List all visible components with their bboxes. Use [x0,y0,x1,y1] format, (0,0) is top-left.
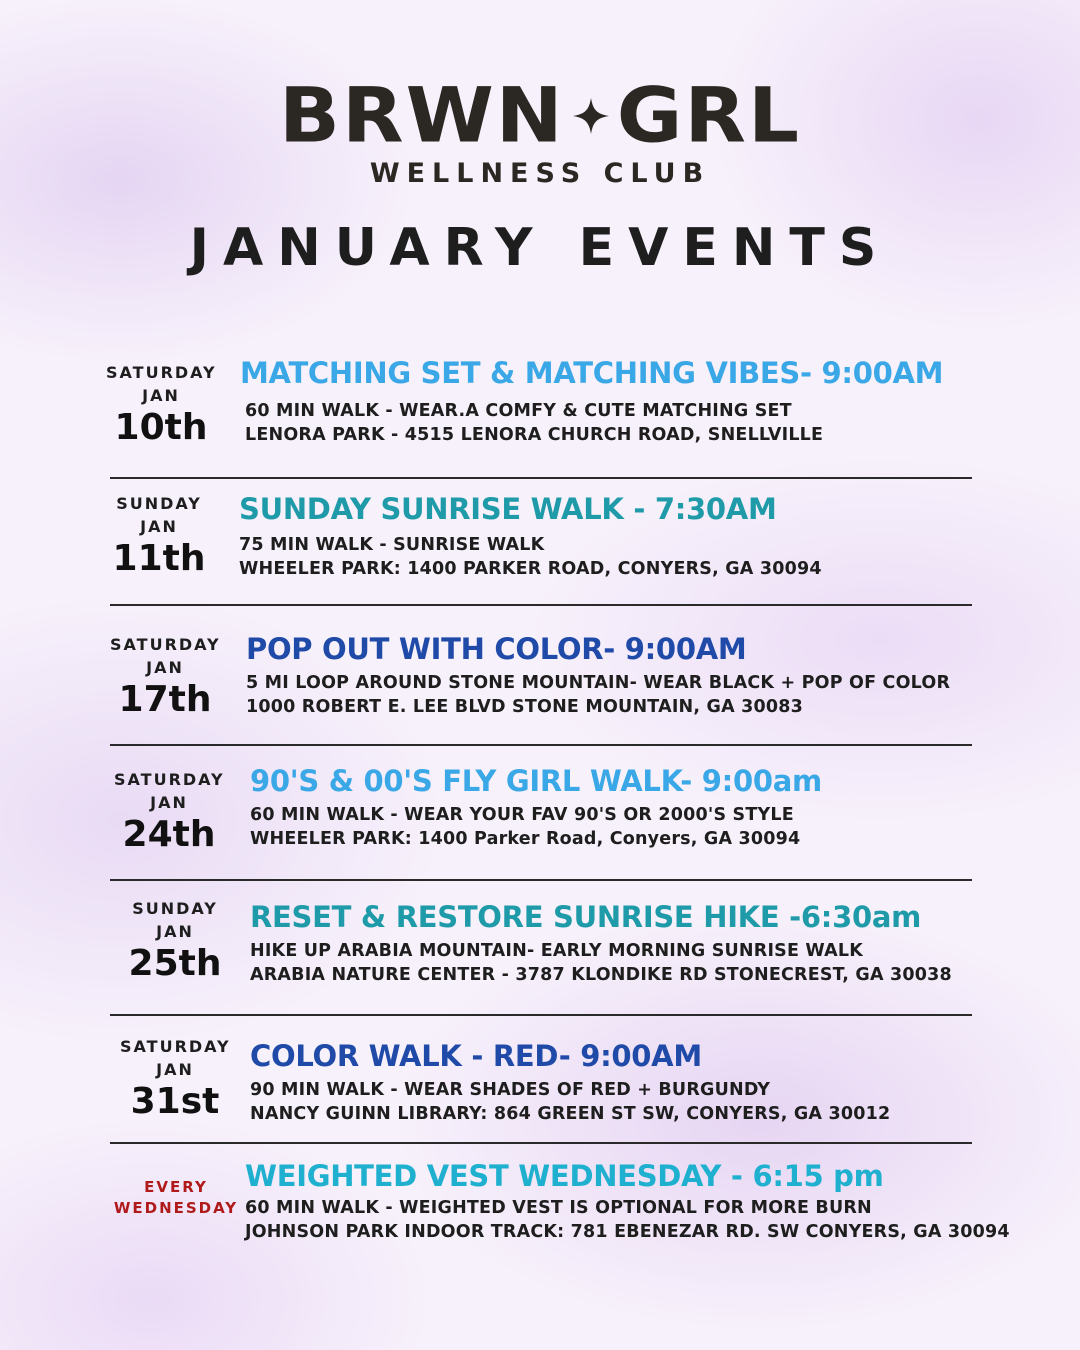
event-location: NANCY GUINN LIBRARY: 864 GREEN ST SW, CONYERS, GA 30012 [250,1104,891,1124]
event-details [246,631,950,719]
event-weekday: SUNDAY [116,494,202,513]
event-date [104,493,214,579]
page-title: JANUARY EVENTS [189,218,891,278]
event-details [250,763,822,851]
event-location: 1000 ROBERT E. LEE BLVD STONE MOUNTAIN, GA 30083 [246,697,804,717]
event-location: LENORA PARK - 4515 LENORA CHURCH ROAD, SNELLVILLE [245,425,824,445]
sparkle-icon [571,96,611,136]
event-description: 60 MIN WALK - WEAR YOUR FAV 90'S OR 2000'S STYLE [250,805,794,825]
divider [110,744,972,746]
event-title: 90'S & 00'S FLY GIRL WALK- 9:00am [250,764,822,798]
event-description: 60 MIN WALK - WEAR.A COMFY & CUTE MATCHING SET [245,401,792,421]
event-month: JAN [140,517,178,536]
event-title: WEIGHTED VEST WEDNESDAY - 6:15 pm [245,1159,884,1193]
weekly-label-every: EVERY [144,1178,208,1196]
logo-left-word: BRWN [278,71,565,160]
event-weekday: SATURDAY [110,635,221,654]
event-location: ARABIA NATURE CENTER - 3787 KLONDIKE RD STONECREST, GA 30038 [250,965,952,985]
event-title: RESET & RESTORE SUNRISE HIKE -6:30am [250,900,922,934]
divider [110,879,972,881]
event-description: HIKE UP ARABIA MOUNTAIN- EARLY MORNING SUNRISE WALK [250,941,863,961]
event-weekday: SATURDAY [106,363,217,382]
event-date [110,634,220,720]
event-date [114,769,224,855]
brand-header [0,71,1080,189]
divider [110,1142,972,1144]
event-title: MATCHING SET & MATCHING VIBES- 9:00AM [240,356,944,390]
event-month: JAN [150,793,188,812]
event-weekday: SUNDAY [132,899,218,918]
event-description: 75 MIN WALK - SUNRISE WALK [239,535,545,555]
event-location: JOHNSON PARK INDOOR TRACK: 781 EBENEZAR RD. SW CONYERS, GA 30094 [245,1222,1010,1242]
divider [110,604,972,606]
event-day: 24th [122,814,216,855]
event-month: JAN [156,1060,194,1079]
event-title: COLOR WALK - RED- 9:00AM [250,1039,702,1073]
event-details [250,899,952,987]
divider [110,477,972,479]
event-weekday: SATURDAY [120,1037,231,1056]
event-month: JAN [142,386,180,405]
event-month: JAN [146,658,184,677]
logo-subtitle: WELLNESS CLUB [369,158,711,189]
event-day: 17th [118,679,212,720]
event-details [250,1038,890,1126]
event-location: WHEELER PARK: 1400 Parker Road, Conyers, GA 30094 [250,829,801,849]
event-location: WHEELER PARK: 1400 PARKER ROAD, CONYERS, GA 30094 [239,559,822,579]
event-day: 10th [114,407,208,448]
event-day: 31st [130,1081,220,1122]
weekly-label-day: WEDNESDAY [113,1199,239,1217]
event-weekday: SATURDAY [114,770,225,789]
event-details [245,1158,1010,1244]
event-description: 60 MIN WALK - WEIGHTED VEST IS OPTIONAL FOR MORE BURN [245,1198,872,1218]
event-details [239,491,822,581]
event-day: 25th [128,943,222,984]
event-description: 5 MI LOOP AROUND STONE MOUNTAIN- WEAR BLACK + POP OF COLOR [246,673,951,693]
event-title: POP OUT WITH COLOR- 9:00AM [246,632,747,666]
event-day: 11th [112,538,206,579]
event-date [106,362,216,448]
divider [110,1014,972,1016]
event-title: SUNDAY SUNRISE WALK - 7:30AM [239,492,777,526]
event-date [120,898,230,984]
event-month: JAN [156,922,194,941]
logo-right-word: GRL [616,71,802,160]
logo [0,71,1080,160]
event-details [240,355,943,447]
event-description: 90 MIN WALK - WEAR SHADES OF RED + BURGUNDY [250,1080,771,1100]
event-date [120,1036,230,1122]
weekly-label [106,1177,246,1219]
